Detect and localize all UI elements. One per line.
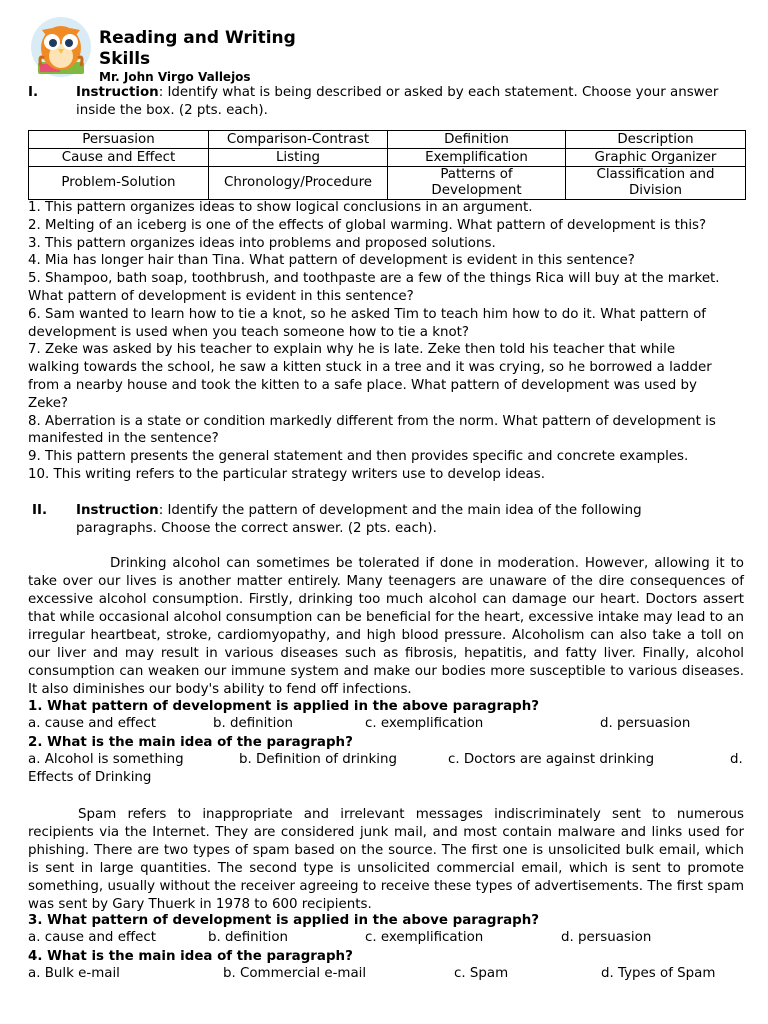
title-line-2: Skills	[99, 49, 151, 69]
list-item: 7. Zeke was asked by his teacher to explain why he is late. Zeke then told his teacher that while	[28, 342, 676, 358]
paragraph-spam: Spam refers to inappropriate and irrelevant messages indiscriminately sent to numerous recipients via the Internet. They are considered junk mail, and most contain malware and links used for phishing. There are two types of spam based on the source. The first one is unsolicited bulk email, which is sent in large quantities. The second type is unsolicited commercial email, which is sent to promote something, usually without the receiver agreeing to receive these types of advertisements. The first spam was sent by Gary Thuerk in 1978 to 600 recipients.	[28, 807, 744, 912]
part2-instruction	[28, 502, 748, 538]
option-c: c. exemplification	[365, 716, 484, 731]
list-item: 3. This pattern organizes ideas into problems and proposed solutions.	[28, 235, 496, 251]
part2-number: II.	[32, 503, 48, 518]
table-cell: Graphic Organizer	[566, 149, 746, 167]
list-item: What pattern of development is evident in this sentence?	[28, 288, 414, 304]
option-a: a. Alcohol is something	[28, 752, 184, 767]
list-item: 9. This pattern presents the general statement and then provides specific and concrete examples.	[28, 449, 689, 465]
table-cell: Cause and Effect	[29, 149, 209, 167]
question-4: 4. What is the main idea of the paragraph?	[28, 949, 353, 964]
option-c: c. Doctors are against drinking	[448, 752, 655, 767]
question-1-options	[28, 716, 745, 734]
part1-items	[28, 199, 750, 484]
list-item: 4. Mia has longer hair than Tina. What pattern of development is evident in this sentence?	[28, 253, 635, 269]
option-a: a. cause and effect	[28, 930, 157, 945]
part2-instruction-text-1: : Identify the pattern of development and the main idea of the following	[158, 503, 642, 518]
list-item: walking towards the school, he saw a kitten stuck in a tree and it was crying, so he borrowed a ladder	[28, 360, 712, 376]
table-cell: Exemplification	[388, 149, 566, 167]
part1-instruction-label: Instruction	[76, 85, 159, 100]
list-item: Zeke?	[28, 395, 69, 411]
table-cell: Patterns of Development	[388, 167, 566, 200]
list-item: 5. Shampoo, bath soap, toothbrush, and toothpaste are a few of the things Rica will buy at the market.	[28, 271, 720, 287]
option-c: c. exemplification	[365, 930, 484, 945]
table-cell: Persuasion	[29, 131, 209, 149]
option-d: d.	[730, 752, 743, 767]
option-b: b. definition	[208, 930, 289, 945]
table-cell: Chronology/Procedure	[209, 167, 388, 200]
option-a: a. Bulk e-mail	[28, 966, 120, 981]
table-cell: Classification and Division	[566, 167, 746, 200]
answer-choices-table	[28, 130, 746, 200]
table-cell: Description	[566, 131, 746, 149]
question-2: 2. What is the main idea of the paragraph?	[28, 735, 353, 750]
list-item: development is used when you teach someone how to tie a knot?	[28, 324, 470, 340]
part2-instruction-label: Instruction	[76, 503, 159, 518]
option-b: b. Definition of drinking	[239, 752, 397, 767]
table-row	[29, 149, 746, 167]
table-row	[29, 131, 746, 149]
option-b: b. Commercial e-mail	[223, 966, 367, 981]
owl-logo-icon	[30, 14, 92, 80]
worksheet-title	[99, 28, 296, 70]
part2-instruction-text-2: paragraphs. Choose the correct answer. (2 pts. each).	[76, 521, 437, 536]
question-1: 1. What pattern of development is applied in the above paragraph?	[28, 699, 540, 714]
table-cell: Problem-Solution	[29, 167, 209, 200]
question-4-options	[28, 966, 745, 984]
question-3: 3. What pattern of development is applied in the above paragraph?	[28, 913, 540, 928]
option-b: b. definition	[213, 716, 294, 731]
option-c: c. Spam	[454, 966, 509, 981]
option-d: d. persuasion	[561, 930, 652, 945]
list-item: manifested in the sentence?	[28, 431, 219, 447]
title-line-1: Reading and Writing	[99, 28, 296, 48]
question-3-options	[28, 930, 745, 948]
list-item: 10. This writing refers to the particular strategy writers use to develop ideas.	[28, 466, 545, 482]
paragraph-alcohol: Drinking alcohol can sometimes be tolerated if done in moderation. However, allowing it to take over our lives is another matter entirely. Many teenagers are unaware of the dire consequences of excessive alcohol consumption. Firstly, drinking too much alcohol can damage our heart. Doctors assert that while occasional alcohol consumption can be beneficial for the heart, excessive intake may lead to an irregular heartbeat, stroke, cardiomyopathy, and high blood pressure. Alcoholism can also take a toll on our liver and may result in various diseases such as fibrosis, hepatitis, and fatty liver. Finally, alcohol consumption can weaken our immune system and make our bodies more susceptible to various diseases. It also diminishes our body's ability to fend off infections.	[28, 556, 744, 697]
list-item: from a nearby house and took the kitten to a safe place. What pattern of development was used by	[28, 377, 697, 393]
list-item: 6. Sam wanted to learn how to tie a knot, so he asked Tim to teach him how to do it. What pattern of	[28, 306, 706, 322]
list-item: 2. Melting of an iceberg is one of the effects of global warming. What pattern of development is this?	[28, 217, 707, 233]
part1-instruction	[28, 84, 748, 120]
table-cell: Listing	[209, 149, 388, 167]
question-2-options	[28, 752, 745, 770]
part1-instruction-text-1: : Identify what is being described or asked by each statement. Choose your answer	[158, 85, 719, 100]
option-d: d. persuasion	[600, 716, 691, 731]
table-cell: Comparison-Contrast	[209, 131, 388, 149]
part1-number: I.	[28, 85, 39, 100]
list-item: 8. Aberration is a state or condition markedly different from the norm. What pattern of development is	[28, 413, 716, 429]
part1-instruction-text-2: inside the box. (2 pts. each).	[76, 103, 268, 118]
option-d-continued: Effects of Drinking	[28, 770, 152, 785]
table-row	[29, 167, 746, 200]
option-d: d. Types of Spam	[601, 966, 716, 981]
option-a: a. cause and effect	[28, 716, 157, 731]
table-cell: Definition	[388, 131, 566, 149]
author-name: Mr. John Virgo Vallejos	[99, 70, 251, 84]
list-item: 1. This pattern organizes ideas to show logical conclusions in an argument.	[28, 200, 533, 215]
